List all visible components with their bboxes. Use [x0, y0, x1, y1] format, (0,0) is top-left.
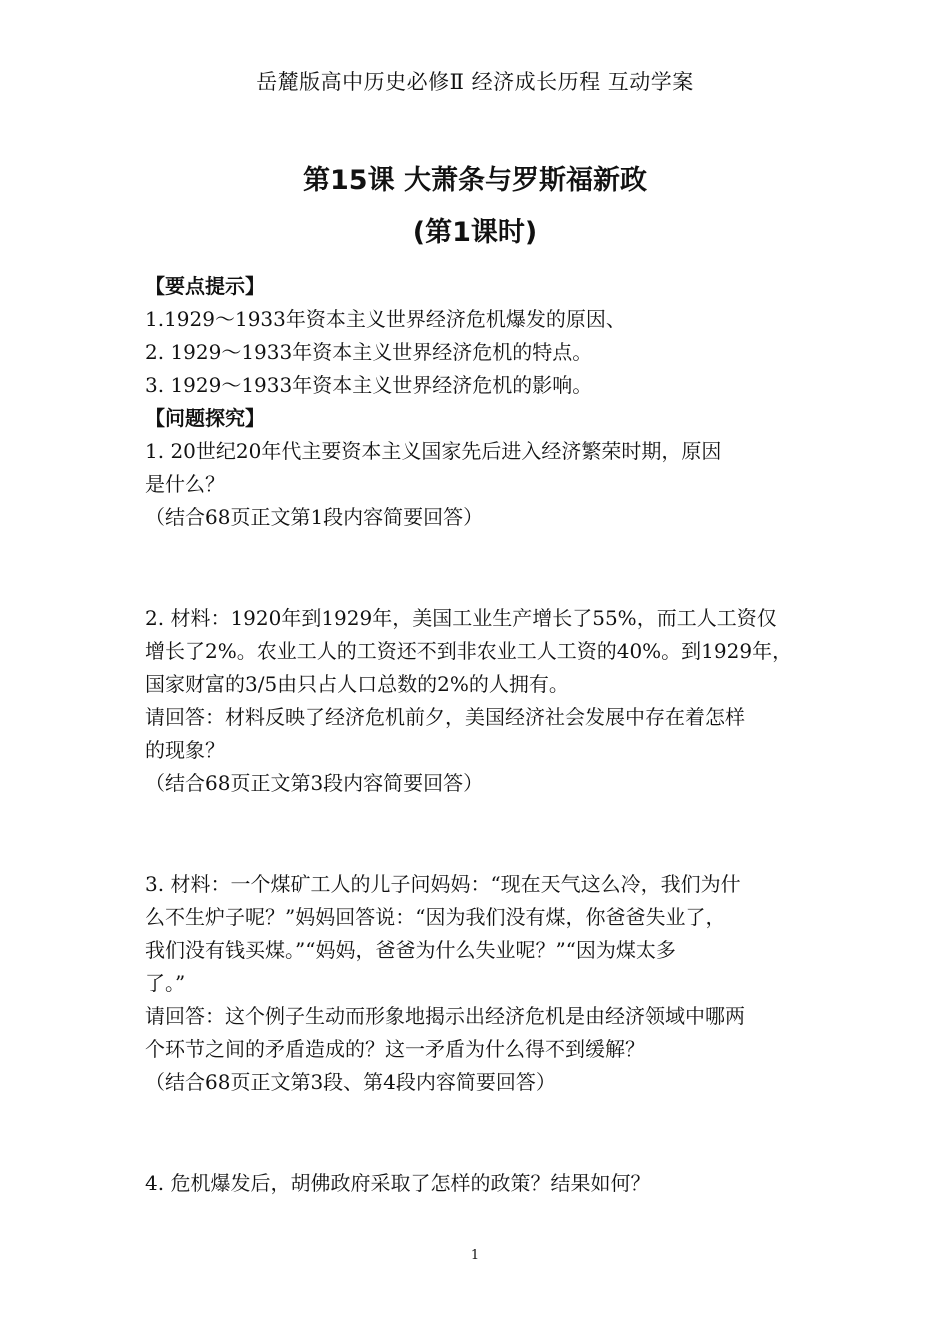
question-line: 的现象？	[145, 738, 225, 762]
page-number: 1	[470, 1248, 480, 1263]
key-point-item: 1.1929～1933年资本主义世界经济危机爆发的原因、	[145, 307, 626, 331]
lesson-subtitle: (第1课时)	[412, 217, 538, 248]
question-line: 国家财富的3/5由只占人口总数的2%的人拥有。	[145, 672, 569, 696]
question-2	[145, 602, 815, 800]
inquiry-heading: 【问题探究】	[145, 406, 265, 430]
answer-space	[145, 800, 815, 868]
question-line: 4. 危机爆发后，胡佛政府采取了怎样的政策？结果如何？	[145, 1171, 651, 1195]
question-line: 2. 材料：1920年到1929年，美国工业生产增长了55%，而工人工资仅	[145, 606, 777, 630]
document-body	[145, 270, 815, 1200]
running-header: 岳麓版高中历史必修Ⅱ 经济成长历程 互动学案	[256, 70, 694, 94]
answer-hint: （结合68页正文第3段、第4段内容简要回答）	[145, 1070, 556, 1094]
question-line: 么不生炉子呢？”妈妈回答说：“因为我们没有煤，你爸爸失业了，	[145, 905, 726, 929]
question-line: 个环节之间的矛盾造成的？这一矛盾为什么得不到缓解？	[145, 1037, 645, 1061]
question-4	[145, 1167, 815, 1200]
question-line: 请回答：这个例子生动而形象地揭示出经济危机是由经济领域中哪两	[145, 1004, 745, 1028]
key-point-item: 3. 1929～1933年资本主义世界经济危机的影响。	[145, 373, 593, 397]
key-point-item: 2. 1929～1933年资本主义世界经济危机的特点。	[145, 340, 593, 364]
lesson-title: 第15课 大萧条与罗斯福新政	[303, 165, 647, 196]
question-line: 1. 20世纪20年代主要资本主义国家先后进入经济繁荣时期，原因	[145, 439, 722, 463]
question-line: 3. 材料：一个煤矿工人的儿子问妈妈：“现在天气这么冷，我们为什	[145, 872, 741, 896]
question-3	[145, 868, 815, 1099]
question-line: 增长了2%。农业工人的工资还不到非农业工人工资的40%。到1929年，	[145, 639, 793, 663]
question-1	[145, 435, 815, 534]
answer-space	[145, 1099, 815, 1167]
question-line: 了。”	[145, 971, 186, 995]
question-line: 请回答：材料反映了经济危机前夕，美国经济社会发展中存在着怎样	[145, 705, 745, 729]
key-points-heading: 【要点提示】	[145, 274, 265, 298]
question-line: 我们没有钱买煤。”“妈妈，爸爸为什么失业呢？”“因为煤太多	[145, 938, 676, 962]
question-line: 是什么？	[145, 472, 225, 496]
answer-hint: （结合68页正文第1段内容简要回答）	[145, 505, 484, 529]
answer-space	[145, 534, 815, 602]
answer-hint: （结合68页正文第3段内容简要回答）	[145, 771, 484, 795]
